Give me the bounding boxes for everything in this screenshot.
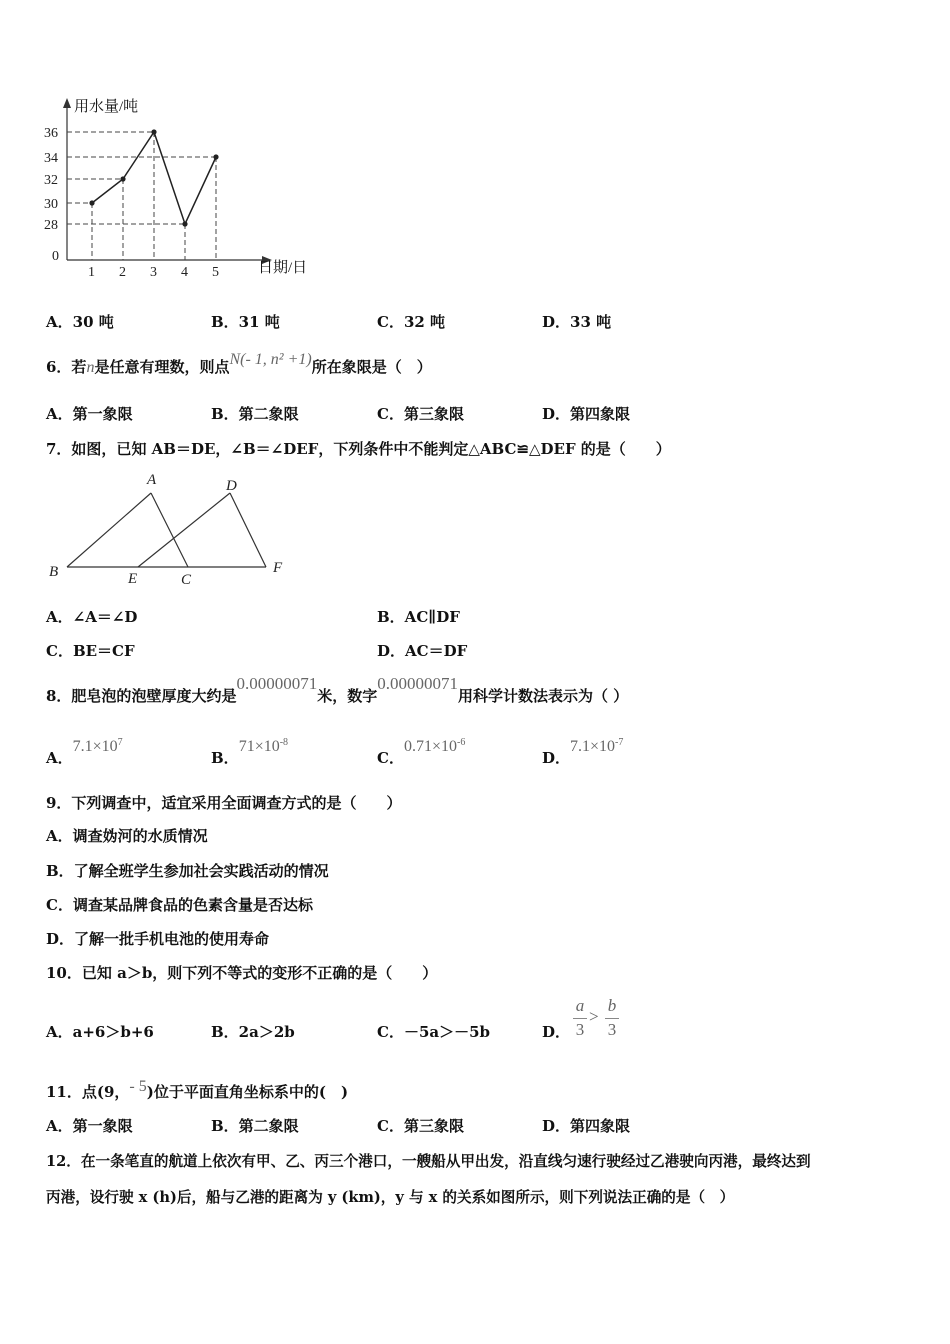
- q8-option-b-base: 71×10: [238, 738, 280, 755]
- q8-option-d-exp: -7: [615, 737, 624, 748]
- q10-question: 10．已知 a＞b，则下列不等式的变形不正确的是（ ）: [46, 964, 438, 982]
- q8-option-a-exp: 7: [117, 737, 123, 748]
- q6-question: [46, 351, 432, 377]
- q8-option-d-base: 7.1×10: [570, 738, 616, 755]
- y-axis-arrow: [63, 98, 71, 108]
- x-tick-label: 1: [88, 265, 95, 280]
- q10-option-b: B．2a＞2b: [211, 1023, 295, 1041]
- label-f: F: [273, 560, 283, 576]
- q8-option-b-exp: -8: [279, 737, 289, 748]
- data-point: [120, 176, 125, 181]
- x-tick-label: 5: [212, 265, 219, 280]
- q8-option-a-base: 7.1×10: [72, 738, 118, 755]
- q5-option-d: D．33 吨: [542, 313, 612, 331]
- q8-prefix: 8．肥皂泡的泡壁厚度大约是: [46, 687, 237, 705]
- series-line: [92, 132, 216, 224]
- q8-option-c-label: C．: [377, 749, 404, 767]
- q11-option-d: D．第四象限: [542, 1117, 631, 1135]
- q10-option-a: A．a+6＞b+6: [46, 1023, 154, 1041]
- q8-option-c: [377, 735, 466, 767]
- q9-question: 9．下列调查中，适宜采用全面调查方式的是（ ）: [46, 794, 402, 812]
- y-tick-label: 30: [44, 197, 58, 212]
- q11-suffix: )位于平面直角坐标系中的( ): [146, 1083, 349, 1101]
- q8-option-c-exp: -6: [456, 737, 466, 748]
- data-point: [89, 200, 94, 205]
- q8-suffix: 用科学计数法表示为（ ）: [457, 687, 629, 705]
- q6-middle: 是任意有理数，则点: [94, 358, 230, 376]
- data-point: [213, 154, 218, 159]
- q5-option-a: A．30 吨: [46, 313, 114, 331]
- y-axis-title: 用水量/吨: [74, 99, 139, 115]
- q11-coord: - 5: [129, 1078, 147, 1095]
- q9-option-b: B．了解全班学生参加社会实践活动的情况: [46, 862, 329, 880]
- q10-option-d-expression: [572, 996, 622, 1044]
- segment-df: [230, 493, 266, 567]
- x-tick-label: 2: [119, 265, 126, 280]
- y-tick-label: 34: [44, 151, 58, 166]
- q9-option-c: C．调查某品牌食品的色素含量是否达标: [46, 896, 313, 914]
- q11-prefix: 11．点(9，: [46, 1083, 130, 1101]
- q10-option-c: C．－5a＞－5b: [377, 1023, 491, 1041]
- q9-option-d: D．了解一批手机电池的使用寿命: [46, 930, 270, 948]
- q6-option-b: B．第二象限: [211, 405, 299, 423]
- q6-point: N(- 1, n² +1): [229, 351, 312, 368]
- q7-option-b: B．AC∥DF: [377, 608, 460, 626]
- q8-option-a: [46, 735, 123, 767]
- q10-option-d-den2: 3: [607, 1020, 617, 1039]
- q5-option-b: B．31 吨: [211, 313, 280, 331]
- q8-option-a-label: A．: [46, 749, 73, 767]
- q10-option-d-label: D．: [542, 1023, 571, 1041]
- triangle-figure: [40, 468, 300, 593]
- data-point: [182, 221, 187, 226]
- label-a: A: [147, 472, 157, 488]
- fraction-bar: [605, 1018, 619, 1019]
- q10-option-d-gt: >: [589, 1007, 599, 1026]
- segment-ed: [138, 493, 230, 567]
- q10-option-d-num1: a: [575, 996, 585, 1015]
- q8-option-b-label: B．: [211, 749, 239, 767]
- y-tick-label: 36: [44, 126, 58, 141]
- q11-option-a: A．第一象限: [46, 1117, 133, 1135]
- q12-question-line1: 12．在一条笔直的航道上依次有甲、乙、丙三个港口，一艘船从甲出发，沿直线匀速行驶经过乙港驶向丙港，最终达到: [46, 1153, 811, 1170]
- label-d: D: [226, 478, 237, 494]
- q8-question: [46, 674, 629, 706]
- q6-option-c: C．第三象限: [377, 405, 464, 423]
- segment-ba: [67, 493, 151, 567]
- q6-prefix: 6．若: [46, 358, 87, 376]
- q7-option-c: C．BE＝CF: [46, 642, 135, 660]
- q8-number-2: 0.00000071: [377, 674, 458, 693]
- q6-suffix: 所在象限是（ ）: [311, 358, 432, 376]
- q11-option-c: C．第三象限: [377, 1117, 464, 1135]
- segment-ac: [151, 493, 188, 567]
- q8-option-b: [211, 735, 289, 767]
- q5-option-c: C．32 吨: [377, 313, 446, 331]
- fraction-bar: [573, 1018, 587, 1019]
- q9-option-a: A．调查妫河的水质情况: [46, 827, 208, 845]
- q10-option-d-den1: 3: [575, 1020, 585, 1039]
- x-tick-label: 3: [150, 265, 157, 280]
- origin-label: 0: [52, 249, 59, 264]
- y-tick-label: 28: [44, 218, 58, 233]
- q8-middle: 米，数字: [317, 687, 378, 705]
- q11-option-b: B．第二象限: [211, 1117, 299, 1135]
- q6-option-a: A．第一象限: [46, 405, 133, 423]
- q7-option-d: D．AC＝DF: [377, 642, 468, 660]
- q8-option-c-base: 0.71×10: [403, 738, 457, 755]
- q8-number-1: 0.00000071: [236, 674, 318, 693]
- q7-option-a: A．∠A＝∠D: [46, 608, 138, 626]
- data-point: [151, 129, 156, 134]
- x-tick-label: 4: [181, 265, 188, 280]
- q11-question: [46, 1078, 349, 1102]
- q8-option-d-label: D．: [542, 749, 571, 767]
- label-b: B: [49, 564, 59, 580]
- label-e: E: [128, 571, 138, 587]
- y-tick-label: 32: [44, 173, 58, 188]
- q7-question: 7．如图，已知 AB＝DE，∠B＝∠DEF，下列条件中不能判定△ABC≌△DEF 的是（ ）: [46, 440, 671, 458]
- q6-option-d: D．第四象限: [542, 405, 631, 423]
- water-usage-chart: [30, 90, 330, 290]
- label-c: C: [181, 572, 192, 588]
- q8-option-d: [542, 735, 624, 767]
- q12-question-line2: 丙港，设行驶 x (h)后，船与乙港的距离为 y (km)，y 与 x 的关系如图所示，则下列说法正确的是（ ）: [46, 1189, 735, 1206]
- x-axis-title: 日期/日: [258, 260, 308, 276]
- q10-option-d-num2: b: [607, 996, 617, 1015]
- q6-var: n: [86, 359, 95, 376]
